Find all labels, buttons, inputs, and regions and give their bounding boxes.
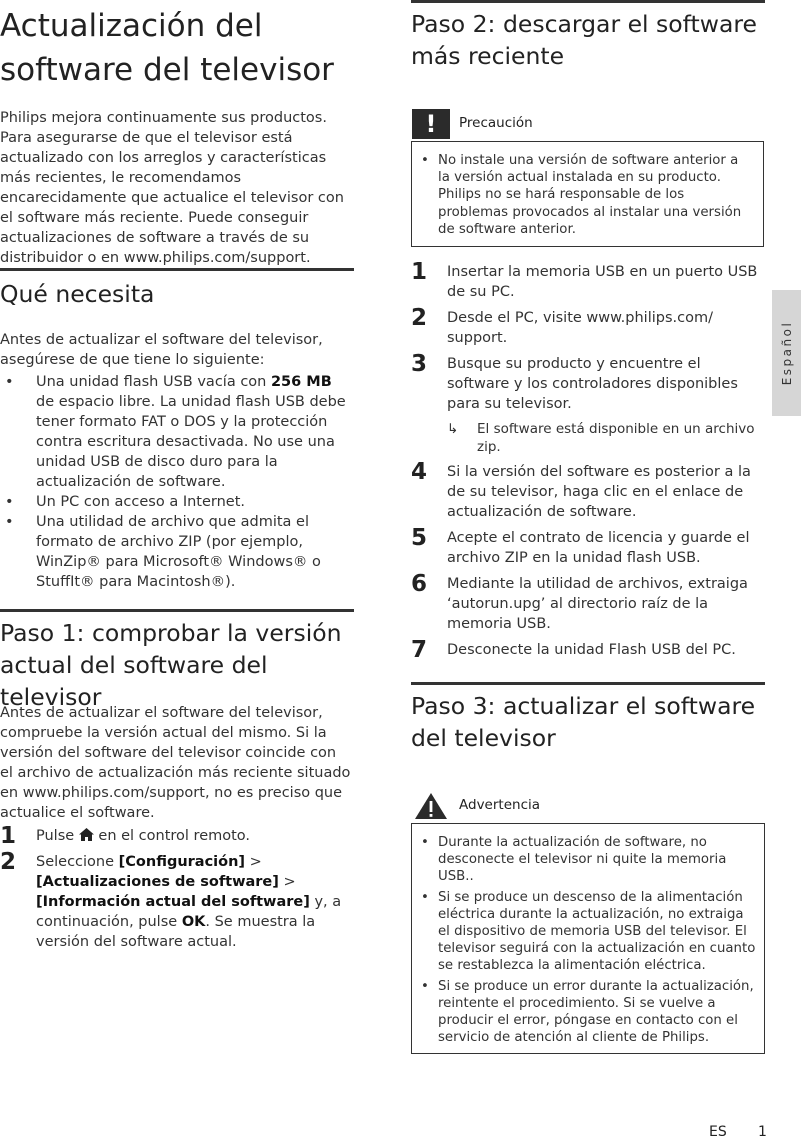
list-item: 1 Pulse en el control remoto.: [0, 823, 251, 849]
needs-heading: Qué necesita: [0, 280, 155, 308]
capacity-value: 256 MB: [270, 374, 332, 390]
language-label: Español: [779, 320, 794, 386]
list-item: 2 Seleccione [Configuración] > [Actualizaciones de software] > [Información actual del software] y, a continuación, pulse OK. Se muestra la versión del software actual.: [0, 849, 342, 950]
list-item: • No instale una versión de software anterior a la versión actual instalada en su producto. Philips no se hará responsable de los problemas provocados al instalar una versión de software anterior.: [421, 153, 742, 237]
needs-intro: Antes de actualizar el software del televisor, asegúrese de que tiene lo siguiente:: [0, 332, 323, 368]
list-item: • Durante la actualización de software, no desconecte el televisor ni quite la memoria USB..: [421, 835, 727, 885]
warning-label: Advertencia: [459, 797, 541, 813]
step-number: 1: [0, 823, 17, 849]
step2-steps: [411, 259, 761, 663]
caution-box: [411, 141, 764, 247]
section-divider: [0, 268, 354, 271]
arrow-icon: ↳: [447, 421, 459, 437]
caution-icon: !: [412, 109, 450, 139]
step-number: 4: [411, 459, 428, 485]
step-number: 1: [411, 259, 428, 285]
list-item: • Si se produce un descenso de la alimentación eléctrica durante la actualización, no extraiga el dispositivo de memoria USB del televisor. El televisor seguirá con la actualización en cuanto se restablezca la alimentación eléctrica.: [421, 889, 756, 974]
step1-intro: Antes de actualizar el software del televisor, compruebe la versión actual del mismo. Si la versión del software del televisor coincide con el archivo de actualización más reciente situado en www.philips.com/support, no es preciso que actualice el software.: [0, 705, 351, 821]
page-number: 1: [758, 1124, 767, 1140]
list-item: • Una utilidad de archivo que admita el formato de archivo ZIP (por ejemplo, WinZip® para Microsoft® Windows® o StuffIt® para Macintosh®).: [5, 514, 321, 590]
footer-lang-code: ES: [709, 1124, 727, 1140]
step-number: 6: [411, 571, 428, 597]
bullet: •: [5, 494, 14, 510]
step1-steps: [0, 823, 344, 952]
bullet: •: [421, 835, 429, 850]
list-item: 5 Acepte el contrato de licencia y guarde el archivo ZIP en la unidad flash USB.: [411, 525, 750, 566]
step3-heading: Paso 3: actualizar el software del televisor: [411, 692, 756, 752]
step-number: 2: [0, 849, 17, 875]
step2-heading: Paso 2: descargar el software más reciente: [411, 10, 757, 70]
step-number: 5: [411, 525, 428, 551]
list-item: 6 Mediante la utilidad de archivos, extraiga ‘autorun.upg’ al directorio raíz de la memoria USB.: [411, 571, 748, 632]
list-item: 1 Insertar la memoria USB en un puerto USB de su PC.: [411, 259, 758, 300]
list-item: 2 Desde el PC, visite www.philips.com/ support.: [411, 305, 713, 346]
step-number: 2: [411, 305, 428, 331]
needs-list: [0, 372, 352, 592]
bullet: •: [5, 374, 14, 390]
bullet: •: [421, 889, 429, 905]
section-divider: [411, 0, 765, 3]
intro-paragraph: Philips mejora continuamente sus productos. Para asegurarse de que el televisor está actualizado con los arreglos y características más recientes, le recomendamos encarecidamente que actualice el televisor con el software más reciente. Puede conseguir actualizaciones de software a través de su distribuidor o en www.philips.com/support.: [0, 110, 344, 266]
list-item: 7 Desconecte la unidad Flash USB del PC.: [411, 637, 736, 663]
warning-icon: [412, 791, 450, 821]
language-tab: [772, 290, 801, 416]
home-icon: [79, 828, 94, 841]
list-item: • Un PC con acceso a Internet.: [5, 494, 245, 510]
list-item: 4 Si la versión del software es posterior a la de su televisor, haga clic en el enlace de actualización de software.: [411, 459, 751, 520]
bullet: •: [421, 978, 429, 994]
step-number: 7: [411, 637, 428, 663]
result-note: ↳ El software está disponible en un archivo zip.: [447, 421, 755, 455]
list-item: • Si se produce un error durante la actualización, reintente el procedimiento. Si se vuelve a producir el error, póngase en contacto con el servicio de atención al cliente de Philips.: [421, 978, 754, 1046]
list-item: 3 Busque su producto y encuentre el software y los controladores disponibles para su televisor. ↳ El software está disponible en un archivo zip.: [411, 354, 761, 456]
list-item: • Una unidad flash USB vacía con 256 MB de espacio libre. La unidad flash USB debe tener formato FAT o DOS y la protección contra escritura desactivada. No use una unidad USB de disco duro para la actualización de software.: [5, 374, 346, 490]
bullet: •: [421, 153, 429, 168]
section-divider: [411, 682, 765, 685]
page-title: Actualización del software del televisor: [0, 8, 334, 88]
warning-box: [411, 823, 765, 1054]
section-divider: [0, 609, 354, 612]
step1-heading: Paso 1: comprobar la versión actual del software del televisor: [0, 619, 342, 711]
step-number: 3: [411, 351, 428, 377]
bullet: •: [5, 514, 14, 530]
caution-label: Precaución: [459, 115, 533, 131]
